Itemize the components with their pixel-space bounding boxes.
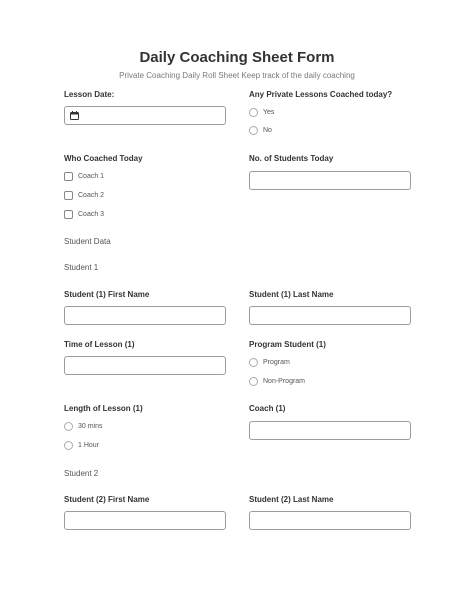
lesson-date-label: Lesson Date:: [64, 90, 115, 99]
time-of-lesson-label: Time of Lesson (1): [64, 340, 135, 349]
option-label: No: [263, 127, 272, 134]
radio-button[interactable]: [64, 441, 73, 450]
option-label: Yes: [263, 109, 275, 116]
private-lessons-option-yes[interactable]: [249, 108, 274, 117]
form-subtitle: Private Coaching Daily Roll Sheet Keep track of the daily coaching: [119, 71, 355, 80]
radio-button[interactable]: [249, 126, 258, 135]
option-label: Coach 3: [78, 211, 105, 218]
option-label: Program: [263, 359, 290, 366]
time-of-lesson-input[interactable]: [64, 356, 226, 375]
option-label: Coach 2: [78, 192, 105, 199]
student1-first-name-label: Student (1) First Name: [64, 290, 150, 299]
radio-button[interactable]: [249, 377, 258, 386]
student2-first-name-input[interactable]: [64, 511, 226, 530]
coach-input[interactable]: [249, 421, 411, 440]
who-coached-label: Who Coached Today: [64, 154, 143, 163]
option-label: 30 mins: [78, 423, 103, 430]
student1-last-name-input[interactable]: [249, 306, 411, 325]
length-30-option[interactable]: [64, 422, 103, 431]
lesson-date-input[interactable]: [64, 106, 226, 125]
section-student-data: Student Data: [64, 237, 111, 246]
program-student-label: Program Student (1): [249, 340, 326, 349]
section-student2: Student 2: [64, 469, 99, 478]
radio-button[interactable]: [249, 108, 258, 117]
non-program-option[interactable]: [249, 377, 305, 386]
length-of-lesson-label: Length of Lesson (1): [64, 404, 143, 413]
coach2-option[interactable]: [64, 191, 104, 200]
num-students-input[interactable]: [249, 171, 411, 190]
coach-label: Coach (1): [249, 404, 286, 413]
student2-first-name-label: Student (2) First Name: [64, 495, 150, 504]
length-1hour-option[interactable]: [64, 441, 99, 450]
radio-button[interactable]: [64, 422, 73, 431]
checkbox[interactable]: [64, 172, 73, 181]
option-label: Coach 1: [78, 173, 105, 180]
student2-last-name-label: Student (2) Last Name: [249, 495, 334, 504]
private-lessons-option-no[interactable]: [249, 126, 272, 135]
option-label: Non-Program: [263, 378, 306, 385]
coach1-option[interactable]: [64, 172, 104, 181]
private-lessons-label: Any Private Lessons Coached today?: [249, 90, 393, 99]
option-label: 1 Hour: [78, 442, 100, 449]
program-option[interactable]: [249, 358, 290, 367]
checkbox[interactable]: [64, 191, 73, 200]
student2-last-name-input[interactable]: [249, 511, 411, 530]
radio-button[interactable]: [249, 358, 258, 367]
checkbox[interactable]: [64, 210, 73, 219]
calendar-icon: [70, 111, 79, 120]
student1-last-name-label: Student (1) Last Name: [249, 290, 334, 299]
student1-first-name-input[interactable]: [64, 306, 226, 325]
coach3-option[interactable]: [64, 210, 104, 219]
section-student1: Student 1: [64, 263, 99, 272]
form-title: Daily Coaching Sheet Form: [139, 49, 335, 66]
num-students-label: No. of Students Today: [249, 154, 334, 163]
